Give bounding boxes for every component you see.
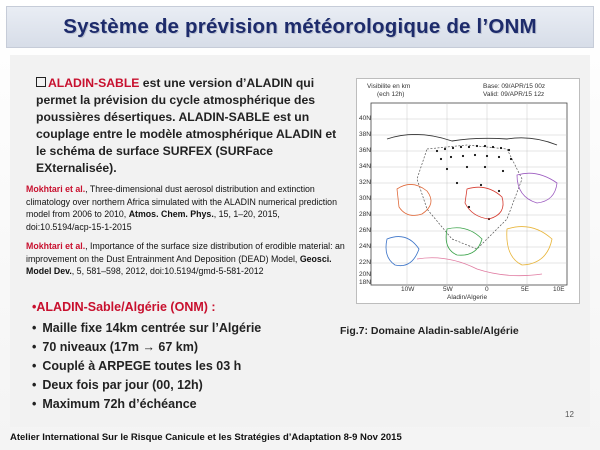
- lon-label: 0: [485, 286, 489, 293]
- lon-label: 10W: [401, 286, 415, 293]
- onm-list: [32, 319, 261, 414]
- lat-label: 26N: [359, 227, 371, 234]
- lon-label: 5W: [443, 286, 453, 293]
- checkbox-bullet-icon: [36, 77, 46, 87]
- ref-author: Mokhtari et al.: [26, 184, 86, 194]
- onm-heading: •ALADIN-Sable/Algérie (ONM) :: [32, 300, 216, 314]
- map-figure: [356, 78, 580, 304]
- ref-journal: Atmos. Chem. Phys.: [128, 209, 214, 220]
- ref-author: Mokhtari et al.: [26, 241, 86, 251]
- map-frame: [371, 103, 567, 285]
- intro-highlight: ALADIN-SABLE: [48, 76, 140, 90]
- list-item: • 70 niveaux (17m → 67 km): [32, 338, 261, 357]
- list-item: • Deux fois par jour (00, 12h): [32, 376, 261, 395]
- page-number: 12: [565, 410, 574, 419]
- lat-label: 28N: [359, 211, 371, 218]
- lat-label: 20N: [359, 271, 371, 278]
- lat-label: 36N: [359, 147, 371, 154]
- lat-label: 22N: [359, 259, 371, 266]
- ref-journal: Geosci. Model Dev.: [26, 253, 332, 277]
- footer-text: Atelier International Sur le Risque Canicule et les Stratégies d’Adaptation 8-9 Nov 2015: [10, 432, 402, 443]
- lat-label: 38N: [359, 131, 371, 138]
- map-header-right: Base: 09/APR/15 00z: [483, 83, 546, 90]
- title-bar: [6, 6, 594, 48]
- map-bottom-label: Aladin/Algerie: [447, 294, 488, 301]
- lat-label: 32N: [359, 179, 371, 186]
- list-item: • Maille fixe 14km centrée sur l’Algérie: [32, 319, 261, 338]
- map-header-left2: (ech 12h): [377, 91, 405, 98]
- lat-label: 18N: [359, 279, 371, 286]
- lon-label: 5E: [521, 286, 529, 293]
- map-header-left: Visibilite en km: [367, 83, 411, 90]
- lat-label: 30N: [359, 195, 371, 202]
- lon-label: 10E: [553, 286, 565, 293]
- list-item: • Maximum 72h d’échéance: [32, 395, 261, 414]
- reference-1: [26, 183, 346, 233]
- map-header-right2: Valid: 09/APR/15 12z: [483, 91, 545, 98]
- ref-tail: , 5, 581–598, 2012, doi:10.5194/gmd-5-581-2012: [71, 266, 264, 277]
- intro-paragraph: [36, 75, 346, 177]
- slide-title: Système de prévision météorologique de l’ONM: [63, 15, 537, 38]
- map-svg: [357, 79, 579, 303]
- list-item: • Couplé à ARPEGE toutes les 03 h: [32, 357, 261, 376]
- intro-text: est une version d’ALADIN qui permet la prévision du cycle atmosphérique des poussières désertiques. ALADIN-SABLE est un couplage entre le modèle atmosphérique ALADIN et le schéma de surface SURFEX (SURFace EXternalisée).: [36, 76, 337, 175]
- ref-text: , Three-dimensional dust aerosol distribution and extinction climatology over northern Africa simulated with the ALADIN numerical prediction model from 2006 to 2010,: [26, 184, 337, 220]
- ref-tail: , 15, 1–20, 2015, doi:10.5194/acp-15-1-2015: [26, 209, 280, 232]
- lat-label: 24N: [359, 243, 371, 250]
- lat-label: 34N: [359, 163, 371, 170]
- reference-2: [26, 240, 346, 278]
- figure-caption: Fig.7: Domaine Aladin-sable/Algérie: [340, 325, 519, 337]
- ref-text: , Importance of the surface size distribution of erodible material: an improvement on the Dust Entrainment And Deposition (DEAD) Model,: [26, 241, 345, 264]
- lat-label: 40N: [359, 115, 371, 122]
